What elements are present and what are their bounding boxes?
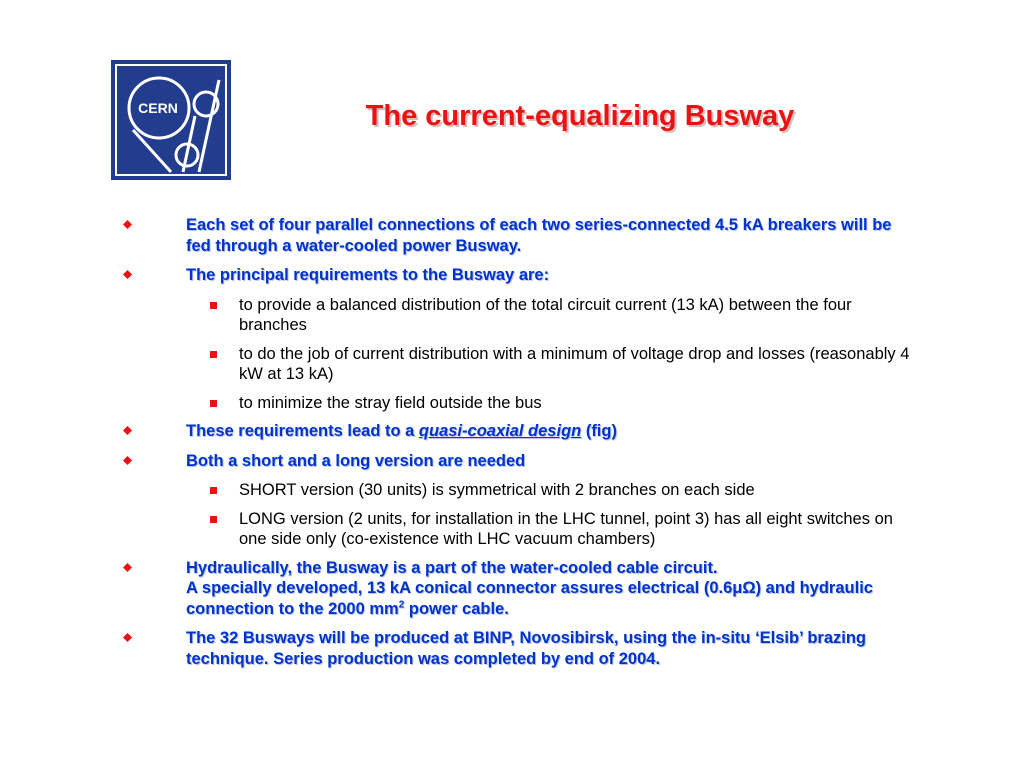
diamond-bullet-icon <box>123 426 132 435</box>
sub-bullet-item <box>0 509 914 550</box>
bullet-text-line1: Hydraulically, the Busway is a part of the water-cooled cable circuit. <box>186 558 718 577</box>
square-bullet-icon <box>210 516 217 523</box>
square-bullet-icon <box>210 487 217 494</box>
sub-bullet-text: to do the job of current distribution with a minimum of voltage drop and losses (reasonably 4 kW at 13 kA) <box>239 344 910 383</box>
cern-logo <box>111 60 231 180</box>
bullet-text-prefix: These requirements lead to a <box>186 422 419 440</box>
bullet-text-line2: A specially developed, 13 kA conical connector assures electrical (0.6μΩ) and hydraulic connection to the 2000 mm <box>186 579 873 618</box>
sub-bullet-item <box>0 393 914 414</box>
sub-bullet-list <box>0 480 1024 550</box>
bullet-text: Each set of four parallel connections of each two series-connected 4.5 kA breakers will be fed through a water-cooled power Busway. <box>186 216 892 255</box>
sub-bullet-list <box>0 295 1024 414</box>
quasi-coaxial-design-link[interactable]: quasi-coaxial design <box>418 422 582 440</box>
sub-bullet-item <box>0 480 914 501</box>
logo-text: CERN <box>138 100 178 116</box>
diamond-bullet-icon <box>123 220 132 229</box>
sub-bullet-text: to provide a balanced distribution of the total circuit current (13 kA) between the four branches <box>239 295 852 334</box>
bullet-item <box>0 451 916 472</box>
bullet-text-suffix: (fig) <box>581 422 617 440</box>
slide-title: The current-equalizing Busway <box>365 100 795 132</box>
bullet-item <box>0 558 916 620</box>
superscript: 2 <box>398 599 405 610</box>
bullet-item <box>0 628 916 669</box>
sub-bullet-item <box>0 295 914 336</box>
bullet-text-line2-end: power cable. <box>404 599 509 618</box>
bullet-item <box>0 421 916 442</box>
bullet-list <box>0 215 1024 678</box>
sub-bullet-item <box>0 344 914 385</box>
square-bullet-icon <box>210 302 217 309</box>
sub-bullet-text: SHORT version (30 units) is symmetrical with 2 branches on each side <box>239 481 755 499</box>
diamond-bullet-icon <box>123 563 132 572</box>
sub-bullet-text: to minimize the stray field outside the bus <box>239 393 542 412</box>
diamond-bullet-icon <box>123 270 132 279</box>
sub-bullet-text: LONG version (2 units, for installation in the LHC tunnel, point 3) has all eight switches on one side only (co-existence with LHC vacuum chambers) <box>239 509 893 548</box>
square-bullet-icon <box>210 351 217 358</box>
bullet-text: The 32 Busways will be produced at BINP, Novosibirsk, using the in-situ ‘Elsib’ brazing technique. Series production was completed by end of 2004. <box>186 629 867 668</box>
bullet-text: Both a short and a long version are needed <box>186 451 526 470</box>
bullet-text: The principal requirements to the Busway are: <box>186 266 550 284</box>
square-bullet-icon <box>210 400 217 407</box>
diamond-bullet-icon <box>123 633 132 642</box>
bullet-item <box>0 265 916 286</box>
bullet-item <box>0 215 916 256</box>
diamond-bullet-icon <box>123 456 132 465</box>
